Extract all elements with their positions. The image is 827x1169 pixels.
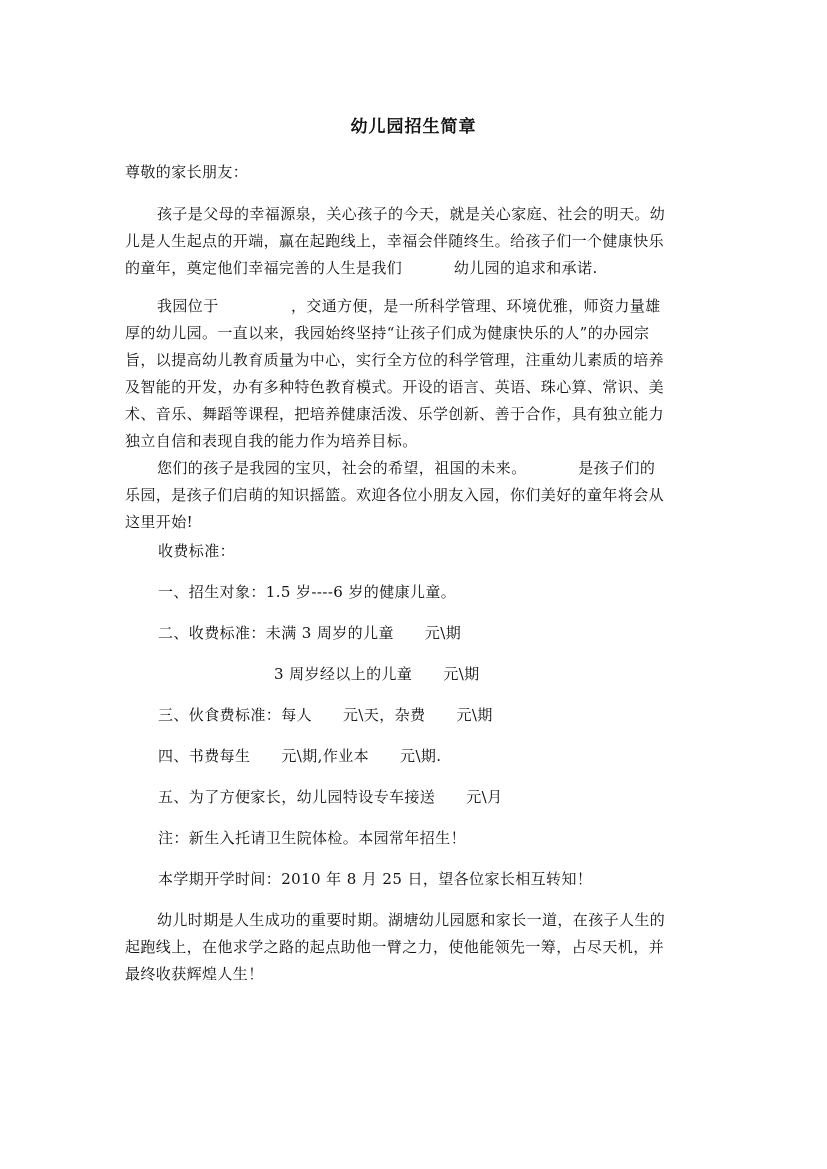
fee-item-enrollment: 一、招生对象：1.5 岁----6 岁的健康儿童。 [158,583,457,601]
paragraph-line: 孩子是父母的幸福源泉，关心孩子的今天，就是关心家庭、社会的明天。幼 [157,205,666,223]
paragraph-line: 旨，以提高幼儿教育质量为中心，实行全方位的科学管理，注重幼儿素质的培养 [125,351,665,369]
paragraph-line: 厚的幼儿园。一直以来，我园始终坚持“让孩子们成为健康快乐的人”的办园宗 [125,324,650,342]
paragraph-line: 起跑线上，在他求学之路的起点助他一臂之力，使他能领先一筹，占尽天机，并 [125,938,665,956]
salutation: 尊敬的家长朋友： [125,163,249,181]
start-date-text: 本学期开学时间：2010 年 8 月 25 日，望各位家长相互转知！ [158,870,593,888]
closing-paragraph [125,907,705,988]
location-paragraph [125,293,705,455]
paragraph-line: 独立自信和表现自我的能力作为培养目标。 [125,432,418,450]
paragraph-line: 幼儿时期是人生成功的重要时期。湖塘幼儿园愿和家长一道，在孩子人生的 [157,911,666,929]
fees-heading: 收费标准： [158,542,236,560]
welcome-paragraph [125,455,705,536]
fee-item-meals: 三、伙食费标准：每人 元\天，杂费 元\期 [158,706,493,724]
paragraph-line: 及智能的开发，办有多种特色教育模式。开设的语言、英语、珠心算、常识、美 [125,378,665,396]
fee-item-bus: 五、为了方便家长，幼儿园特设专车接送 元\月 [158,788,503,806]
document-title: 幼儿园招生简章 [350,117,477,137]
paragraph-line: 最终收获辉煌人生！ [125,965,264,983]
fee-item-tuition: 二、收费标准：未满 3 周岁的儿童 元\期 [158,624,462,642]
fee-item-tuition-older: 3 周岁经以上的儿童 元\期 [274,665,480,683]
paragraph-line: 乐园，是孩子们启萌的知识摇篮。欢迎各位小朋友入园，你们美好的童年将会从 [125,486,665,504]
intro-paragraph [125,201,705,282]
fee-item-books: 四、书费每生 元\期,作业本 元\期. [158,747,442,765]
paragraph-line: 儿是人生起点的开端，赢在起跑线上，幸福会伴随终生。给孩子们一个健康快乐 [125,232,665,250]
note-text: 注：新生入托请卫生院体检。本园常年招生！ [158,829,467,847]
paragraph-line: 的童年，奠定他们幸福完善的人生是我们 幼儿园的追求和承诺. [125,259,598,277]
paragraph-line: 我园位于 ，交通方便，是一所科学管理、环境优雅，师资力量雄 [157,297,661,315]
paragraph-line: 这里开始! [125,513,194,531]
paragraph-line: 您们的孩子是我园的宝贝，社会的希望，祖国的未来。 是孩子们的 [157,459,656,477]
paragraph-line: 术、音乐、舞蹈等课程，把培养健康活泼、乐学创新、善于合作，具有独立能力 [125,405,665,423]
